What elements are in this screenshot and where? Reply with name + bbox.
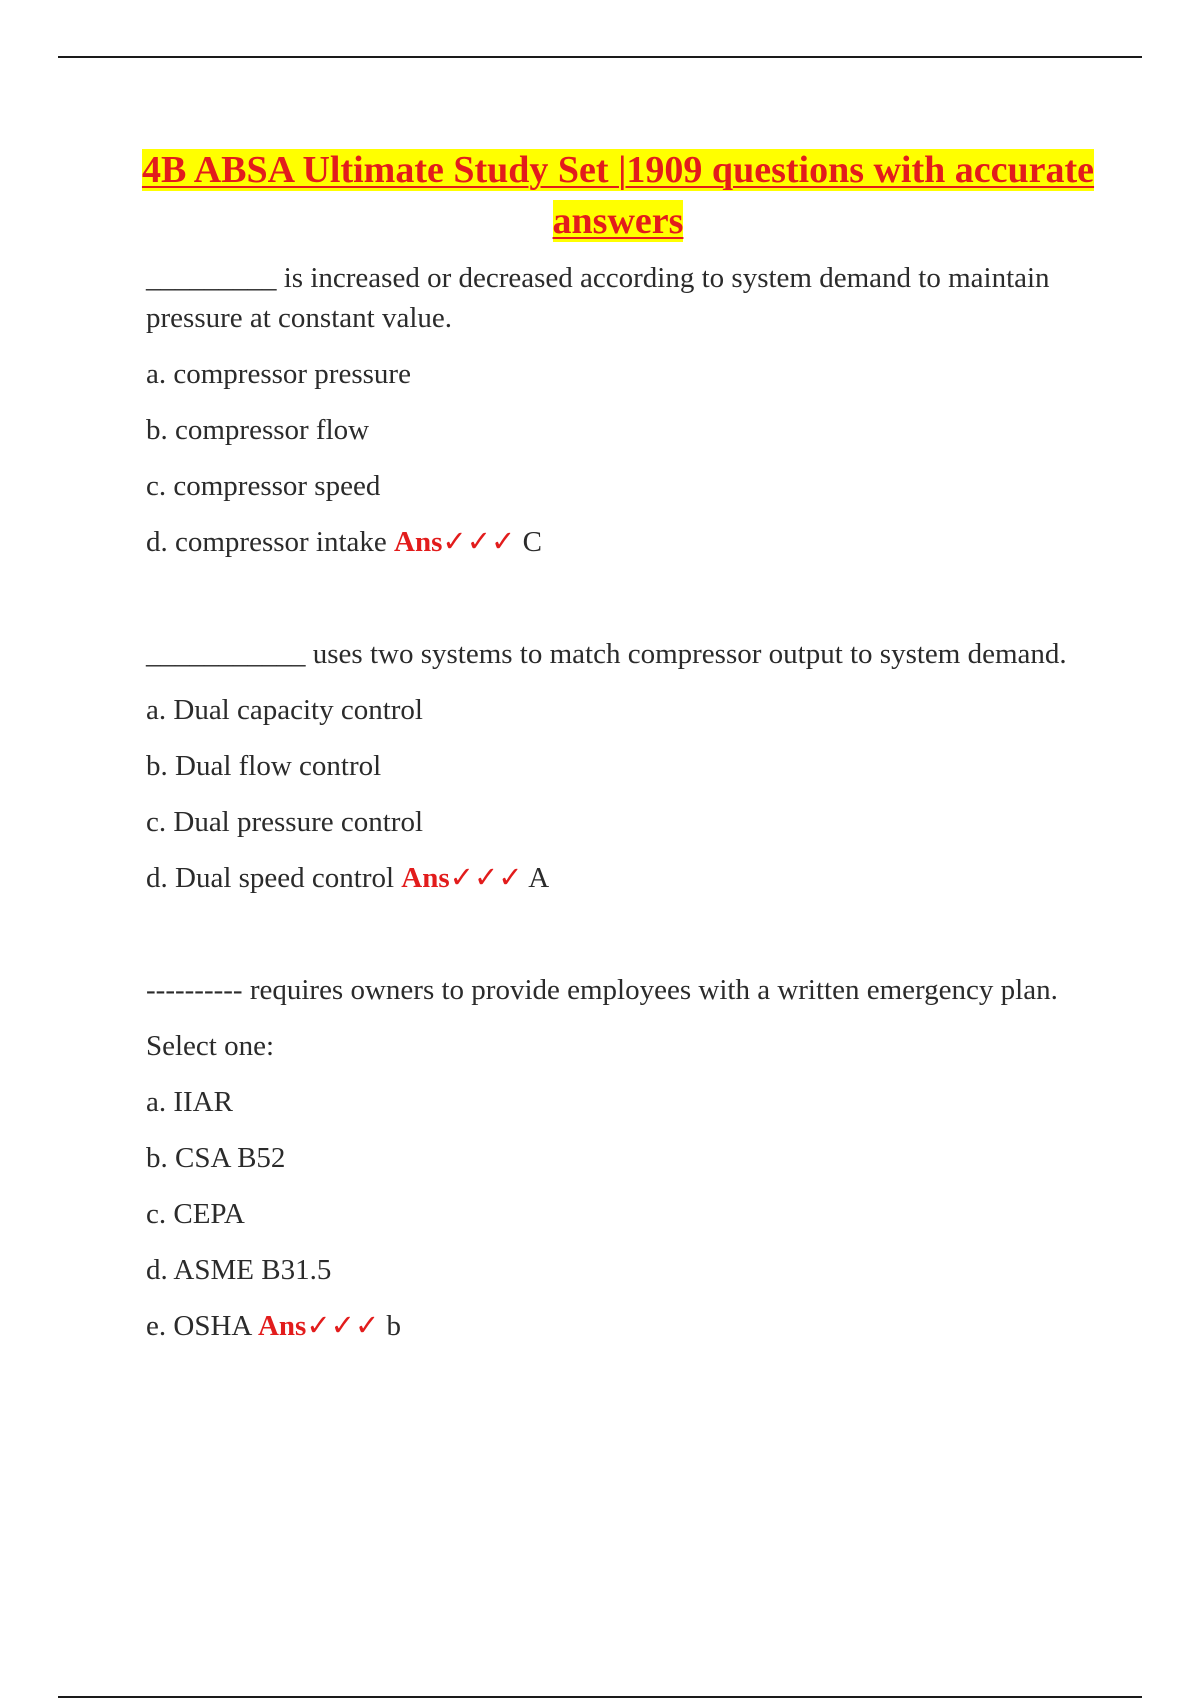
answer-label: Ans xyxy=(257,1310,307,1342)
option-a: a. IIAR xyxy=(146,1086,233,1118)
answer-label: Ans xyxy=(401,862,450,894)
option-d-with-answer xyxy=(146,522,1106,562)
question-text: ___________ uses two systems to match compressor output to system demand. xyxy=(146,638,1067,670)
question-block xyxy=(146,970,1106,1346)
option-b: b. CSA B52 xyxy=(146,1142,286,1174)
option-b: b. Dual flow control xyxy=(146,750,382,782)
top-rule xyxy=(58,56,1142,58)
answer-checkmarks-icon: ✓✓✓ xyxy=(306,1310,380,1342)
question-block xyxy=(146,258,1106,562)
option-d: d. compressor intake xyxy=(146,526,387,558)
title-text: 4B ABSA Ultimate Study Set |1909 questions with accurate answers xyxy=(141,149,1095,242)
question-text: _________ is increased or decreased according to system demand to maintain pressure at constant value. xyxy=(146,262,1050,334)
option-d: d. Dual speed control xyxy=(146,862,395,894)
option-d-with-answer xyxy=(146,858,1106,898)
answer-value: A xyxy=(528,862,550,894)
option-c: c. Dual pressure control xyxy=(146,806,424,838)
answer-label: Ans xyxy=(394,526,443,558)
answer-checkmarks-icon: ✓✓✓ xyxy=(442,526,516,558)
select-one-prompt: Select one: xyxy=(146,1030,275,1062)
option-d: d. ASME B31.5 xyxy=(146,1254,332,1286)
option-e-with-answer xyxy=(146,1306,1106,1346)
option-c: c. CEPA xyxy=(146,1198,245,1230)
question-block xyxy=(146,634,1106,898)
answer-checkmarks-icon: ✓✓✓ xyxy=(449,862,523,894)
option-a: a. compressor pressure xyxy=(146,358,411,390)
bottom-rule xyxy=(58,1696,1142,1698)
answer-value: b xyxy=(386,1310,401,1342)
document-title xyxy=(140,145,1096,247)
option-a: a. Dual capacity control xyxy=(146,694,423,726)
question-list xyxy=(146,258,1106,1346)
option-e: e. OSHA xyxy=(146,1310,251,1342)
option-c: c. compressor speed xyxy=(146,470,381,502)
question-text: ---------- requires owners to provide employees with a written emergency plan. xyxy=(146,974,1058,1006)
answer-value: C xyxy=(522,526,542,558)
option-b: b. compressor flow xyxy=(146,414,370,446)
